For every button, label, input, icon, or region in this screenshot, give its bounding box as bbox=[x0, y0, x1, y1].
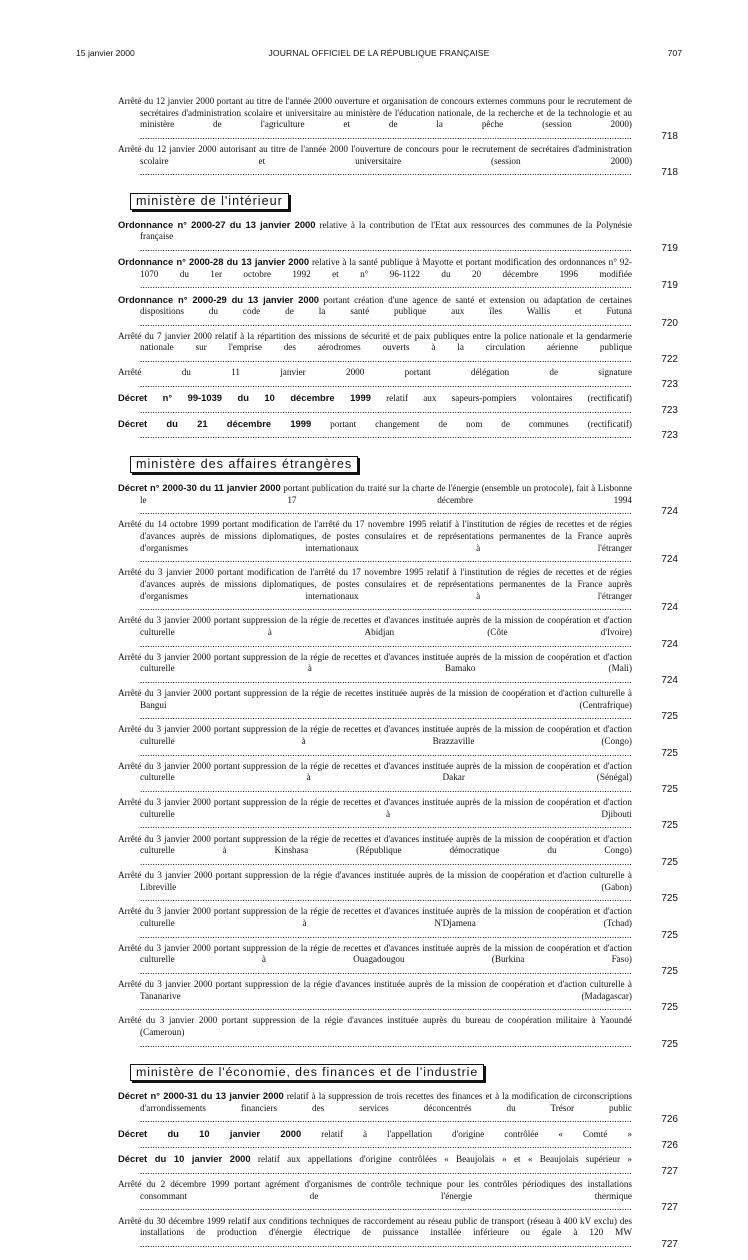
toc-entry bbox=[118, 1090, 678, 1126]
toc-entry bbox=[118, 943, 678, 978]
entry-description: Arrêté du 2 décembre 1999 portant agrément d'organismes de contrôle technique pour les contrôles périodiques des installations consommant de l'énergie thermique bbox=[118, 1179, 632, 1201]
entry-title: Ordonnance n° 2000-27 du 13 janvier 2000 bbox=[118, 218, 316, 230]
issue-date: 15 janvier 2000 bbox=[76, 48, 135, 58]
entry-description: Arrêté du 3 janvier 2000 portant suppression de la régie de recettes instituée auprès de la mission de coopération et d'action culturelle à Bangui (Centrafrique) bbox=[118, 688, 632, 710]
entry-description: Arrêté du 3 janvier 2000 portant suppression de la régie d'avances instituée auprès de la mission de coopération et d'action culturelle à Libreville (Gabon) bbox=[118, 869, 632, 892]
entry-text bbox=[118, 1179, 632, 1214]
entry-description: relatif à l'appellation d'origine contrôlée « Comté » bbox=[301, 1128, 632, 1139]
entry-text bbox=[118, 652, 632, 687]
entry-page-number: 725 bbox=[661, 747, 678, 759]
toc-entry bbox=[118, 294, 678, 330]
toc-entry bbox=[118, 615, 678, 650]
ministry-section bbox=[118, 189, 678, 442]
toc-entry bbox=[118, 392, 678, 416]
entry-description: portant création d'une agence de santé et extension ou adaptation de certaines dispositions du code de la santé publique aux îles Wallis et Futuna bbox=[140, 294, 632, 317]
entry-page-number: 718 bbox=[661, 167, 678, 179]
entry-page-number: 720 bbox=[661, 317, 678, 329]
entry-page-number: 725 bbox=[661, 1002, 678, 1014]
entry-description: relatif à la suppression de trois recettes des finances et à la modification de circonscriptions d'arrondissements financiers des services déconcentrés du Trésor public bbox=[140, 1091, 632, 1113]
entry-page-number: 725 bbox=[661, 893, 678, 905]
entry-description: Arrêté du 3 janvier 2000 portant suppression de la régie de recettes et d'avances instituée auprès de la mission de coopération et d'action culturelle à Ouagadougou (Burkina Faso) bbox=[118, 942, 632, 965]
toc-entry bbox=[118, 144, 678, 179]
entry-text bbox=[118, 519, 632, 565]
entry-page-number: 724 bbox=[661, 554, 678, 566]
entry-text bbox=[118, 870, 632, 905]
entry-text bbox=[118, 615, 632, 650]
entry-text bbox=[118, 943, 632, 978]
entry-page-number: 727 bbox=[661, 1238, 678, 1250]
toc-entry bbox=[118, 761, 678, 796]
toc-entry bbox=[118, 331, 678, 366]
entry-description: Arrêté du 12 janvier 2000 portant au titre de l'année 2000 ouverture et organisation de concours externes communs pour le recrutement de secrétaires d'administration scolaire et universitaire au ministère de l'éducation nationale, de la recherche et de la technologie et au ministère de l'agriculture et de la pêche (session 2000) bbox=[118, 96, 632, 130]
entry-text bbox=[118, 834, 632, 869]
entry-text bbox=[118, 482, 632, 518]
entry-description: relative à la contribution de l'Etat aux ressources des communes de la Polynésie française bbox=[140, 219, 632, 242]
entry-description: Arrêté du 12 janvier 2000 autorisant au titre de l'année 2000 l'ouverture de concours pour le recrutement de secrétaires d'administration scolaire et universitaire (session 2000) bbox=[118, 143, 632, 166]
entry-text bbox=[118, 418, 632, 442]
entry-text bbox=[118, 797, 632, 832]
entry-page-number: 725 bbox=[661, 784, 678, 795]
toc-entry bbox=[118, 834, 678, 869]
toc-entry bbox=[118, 96, 678, 142]
toc-entry bbox=[118, 797, 678, 832]
entry-text bbox=[118, 1090, 632, 1126]
ministry-section bbox=[118, 452, 678, 1050]
entry-text bbox=[118, 688, 632, 723]
entry-page-number: 726 bbox=[661, 1114, 678, 1126]
entry-title: Décret du 21 décembre 1999 bbox=[118, 417, 312, 429]
toc-entry bbox=[118, 870, 678, 905]
toc-entry bbox=[118, 652, 678, 687]
entry-text bbox=[118, 294, 632, 330]
entry-text bbox=[118, 761, 632, 796]
entry-description: Arrêté du 3 janvier 2000 portant suppression de la régie de recettes et d'avances instituée auprès de la mission de coopération et d'action culturelle à Dakar (Sénégal) bbox=[118, 760, 632, 783]
toc-entry bbox=[118, 482, 678, 518]
entry-page-number: 724 bbox=[661, 638, 678, 650]
entry-description: relatif aux sapeurs-pompiers volontaires (rectificatif) bbox=[370, 393, 632, 404]
entry-title: Décret n° 2000-31 du 13 janvier 2000 bbox=[118, 1090, 284, 1102]
entry-title: Décret du 10 janvier 2000 bbox=[118, 1127, 302, 1139]
entry-description: Arrêté du 14 octobre 1999 portant modification de l'arrêté du 17 novembre 1995 relatif à l'institution de régies de recettes et de régies d'avances auprès de missions diplomatiques, de postes consulaires et de représentations permanentes de la France auprès d'organismes internationaux à l'étranger bbox=[118, 519, 632, 553]
toc-entry bbox=[118, 724, 678, 759]
entry-page-number: 719 bbox=[661, 242, 678, 254]
entry-description: Arrêté du 3 janvier 2000 portant suppression de la régie d'avances instituée auprès de la mission de coopération et d'action culturelle à Tananarive (Madagascar) bbox=[118, 979, 632, 1001]
entry-text bbox=[118, 367, 632, 390]
entry-text bbox=[118, 96, 632, 142]
entry-title: Ordonnance n° 2000-29 du 13 janvier 2000 bbox=[118, 293, 320, 305]
entry-title: Décret du 10 janvier 2000 bbox=[118, 1153, 251, 1165]
entry-page-number: 724 bbox=[661, 602, 678, 614]
entry-page-number: 723 bbox=[661, 378, 678, 390]
entry-page-number: 722 bbox=[661, 354, 678, 366]
entry-text bbox=[118, 331, 632, 366]
entry-title: Décret n° 2000-30 du 11 janvier 2000 bbox=[118, 482, 281, 493]
toc-entry bbox=[118, 1179, 678, 1214]
page-number: 707 bbox=[667, 48, 682, 58]
entry-text bbox=[118, 724, 632, 759]
entry-description: Arrêté du 3 janvier 2000 portant suppression de la régie de recettes et d'avances instituée auprès de la mission de coopération et d'action culturelle à Djibouti bbox=[118, 797, 632, 819]
entry-page-number: 727 bbox=[661, 1202, 678, 1214]
entry-text bbox=[118, 979, 632, 1014]
entry-description: Arrêté du 3 janvier 2000 portant suppression de la régie de recettes et d'avances instituée auprès de la mission de coopération et d'action culturelle à Abidjan (Côte d'Ivoire) bbox=[118, 615, 632, 637]
toc-entry bbox=[118, 1216, 678, 1251]
entry-page-number: 724 bbox=[661, 506, 678, 518]
section-heading: ministère de l'économie, des finances et de l'industrie bbox=[130, 1064, 484, 1081]
toc-entry bbox=[118, 567, 678, 613]
toc-entry bbox=[118, 979, 678, 1014]
entry-page-number: 719 bbox=[661, 280, 678, 292]
entry-description: Arrêté du 3 janvier 2000 portant suppression de la régie de recettes et d'avances instituée auprès de la mission de coopération et d'action culturelle à Brazzaville (Congo) bbox=[118, 724, 632, 747]
entry-description: Arrêté du 3 janvier 2000 portant suppression de la régie de recettes et d'avances instituée auprès de la mission de coopération et d'action culturelle à N'Djamena (Tchad) bbox=[118, 906, 632, 928]
entry-text bbox=[118, 1153, 632, 1177]
entry-page-number: 727 bbox=[661, 1165, 678, 1177]
toc-entry bbox=[118, 367, 678, 390]
entry-text bbox=[118, 392, 632, 416]
entry-page-number: 724 bbox=[661, 674, 678, 686]
page-header bbox=[76, 48, 682, 62]
entry-text bbox=[118, 144, 632, 179]
entry-page-number: 725 bbox=[661, 965, 678, 977]
entry-text bbox=[118, 1128, 632, 1152]
toc-entry bbox=[118, 256, 678, 292]
entry-text bbox=[118, 906, 632, 941]
entry-description: Arrêté du 30 décembre 1999 relatif aux conditions techniques de raccordement au réseau public de transport (réseau à 400 kV exclu) des installations de production d'énergie électrique de puissance installée inférieure ou égale à 120 MW bbox=[118, 1215, 632, 1238]
entry-text bbox=[118, 256, 632, 292]
entry-description: Arrêté du 7 janvier 2000 relatif à la répartition des missions de sécurité et de paix publiques entre la police nationale et la gendarmerie nationale sur l'emprise des aérodromes ouverts à la circulation aérienne publique bbox=[118, 330, 632, 353]
entry-description: Arrêté du 11 janvier 2000 portant délégation de signature bbox=[118, 367, 632, 378]
entry-title: Ordonnance n° 2000-28 du 13 janvier 2000 bbox=[118, 256, 310, 268]
toc-entry bbox=[118, 219, 678, 255]
toc-entry bbox=[118, 906, 678, 941]
entry-page-number: 723 bbox=[661, 430, 678, 442]
ministry-section bbox=[118, 1060, 678, 1250]
toc-entry bbox=[118, 688, 678, 723]
entry-description: relatif aux appellations d'origine contrôlées « Beaujolais » et « Beaujolais supérieur » bbox=[250, 1154, 632, 1165]
toc-entry bbox=[118, 1153, 678, 1177]
entry-description: portant publication du traité sur la charte de l'énergie (ensemble un protocole), fait à Lisbonne le 17 décembre 1994 bbox=[140, 483, 632, 505]
section-heading: ministère de l'intérieur bbox=[130, 193, 289, 210]
entry-description: portant changement de nom de communes (rectificatif) bbox=[311, 418, 632, 429]
toc-entry bbox=[118, 1128, 678, 1152]
entry-title: Décret n° 99-1039 du 10 décembre 1999 bbox=[118, 392, 371, 404]
entry-description: relative à la santé publique à Mayotte et portant modification des ordonnances n° 92-1070 du 1er octobre 1992 et n° 96-1122 du 20 décembre 1996 modifiée bbox=[140, 257, 632, 279]
entry-description: Arrêté du 3 janvier 2000 portant suppression de la régie de recettes et d'avances instituée auprès de la mission de coopération et d'action culturelle à Bamako (Mali) bbox=[118, 651, 632, 674]
table-of-contents bbox=[118, 96, 678, 1260]
entry-description: Arrêté du 3 janvier 2000 portant suppression de la régie d'avances instituée auprès du bureau de coopération militaire à Yaoundé (Cameroun) bbox=[118, 1015, 632, 1038]
journal-title: JOURNAL OFFICIEL DE LA RÉPUBLIQUE FRANÇAISE bbox=[268, 48, 490, 58]
entry-text bbox=[118, 1216, 632, 1251]
entry-text bbox=[118, 567, 632, 613]
entry-text bbox=[118, 1015, 632, 1050]
entry-text bbox=[118, 219, 632, 255]
entry-description: Arrêté du 3 janvier 2000 portant suppression de la régie de recettes et d'avances instituée auprès de la mission de coopération et d'action culturelle à Kinshasa (République démocratique du Congo) bbox=[118, 833, 632, 856]
entry-page-number: 718 bbox=[661, 130, 678, 142]
entry-page-number: 726 bbox=[661, 1140, 678, 1152]
entry-page-number: 725 bbox=[661, 820, 678, 832]
entry-page-number: 725 bbox=[661, 1038, 678, 1050]
section-heading: ministère des affaires étrangères bbox=[130, 456, 358, 473]
entry-page-number: 725 bbox=[661, 856, 678, 868]
toc-entry bbox=[118, 418, 678, 442]
toc-entry bbox=[118, 519, 678, 565]
entry-page-number: 723 bbox=[661, 404, 678, 416]
toc-entry bbox=[118, 1015, 678, 1050]
entry-description: Arrêté du 3 janvier 2000 portant modification de l'arrêté du 17 novembre 1995 relatif à l'institution de régies de recettes et de régies d'avances auprès de missions diplomatiques, de postes consulaires et de représentations permanentes de la France auprès d'organismes internationaux à l'étranger bbox=[118, 567, 632, 601]
intro-entries bbox=[118, 96, 678, 179]
entry-page-number: 725 bbox=[661, 929, 678, 941]
entry-page-number: 725 bbox=[661, 711, 678, 723]
